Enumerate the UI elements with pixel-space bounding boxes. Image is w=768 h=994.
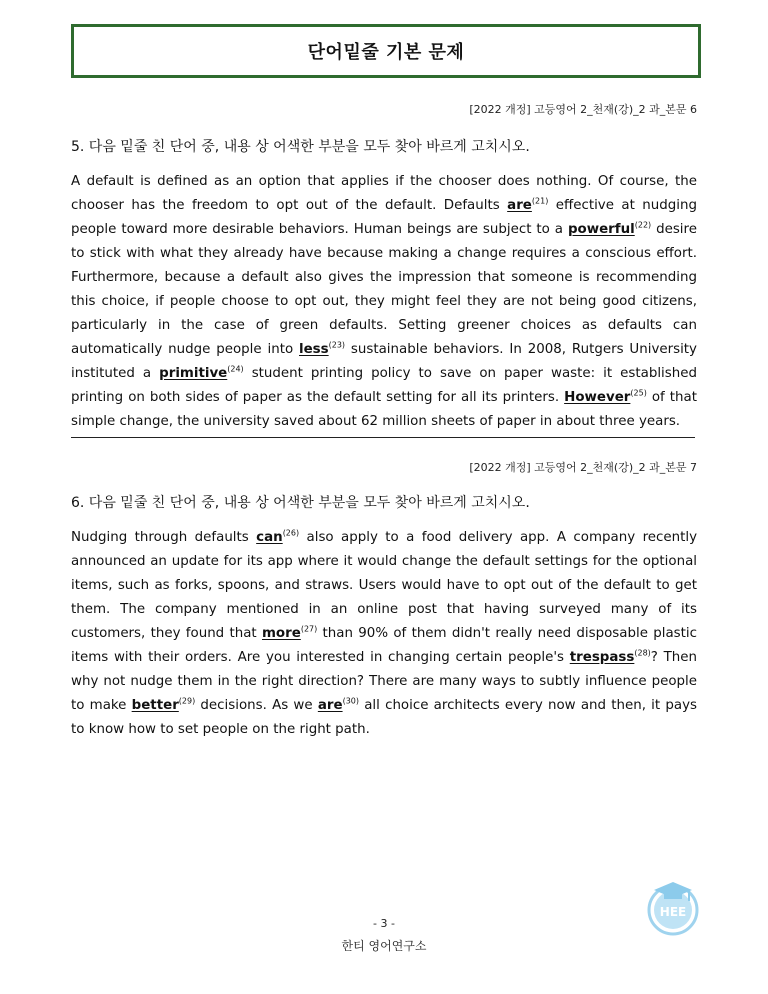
hee-logo-icon bbox=[642, 876, 704, 938]
item-number: (26) bbox=[282, 528, 300, 538]
passage-text: A default is defined as an option that applies if the chooser does nothing. Of course, the chooser has the freedom to opt out of the default. Defaults bbox=[71, 174, 697, 213]
footer-organization: 한티 영어연구소 bbox=[341, 939, 427, 953]
underlined-word: powerful bbox=[567, 222, 635, 237]
passage-text: than 90% of them didn't really need disposable plastic items with their orders. Are you interested in changing certain people's bbox=[71, 626, 697, 665]
passage-2 bbox=[71, 526, 697, 742]
underlined-word: However bbox=[564, 390, 631, 405]
title-box bbox=[71, 24, 701, 78]
page-title: 단어밑줄 기본 문제 bbox=[307, 42, 465, 63]
item-number: (21) bbox=[531, 196, 549, 206]
item-number: (23) bbox=[328, 340, 346, 350]
underlined-word: more bbox=[261, 626, 301, 641]
item-number: (27) bbox=[300, 624, 318, 634]
item-number: (25) bbox=[630, 388, 647, 398]
underlined-word: better bbox=[131, 698, 179, 713]
passage-1 bbox=[71, 170, 697, 434]
passage-text: sustainable behaviors. In 2008, Rutgers University instituted a bbox=[71, 342, 697, 381]
item-number: (28) bbox=[634, 648, 651, 658]
section-divider bbox=[71, 437, 695, 438]
passage-text: of that simple change, the university saved about 62 million sheets of paper in about three years. bbox=[71, 390, 697, 429]
underlined-word: primitive bbox=[159, 366, 228, 381]
page-number: - 3 - bbox=[373, 917, 395, 930]
question-5: 5. 다음 밑줄 친 단어 중, 내용 상 어색한 부분을 모두 찾아 바르게 고치시오. bbox=[71, 139, 530, 155]
underlined-word: are bbox=[317, 698, 343, 713]
underlined-word: trespass bbox=[569, 650, 635, 665]
passage-text: student printing policy to save on paper waste: it established printing on both sides of paper as the default setting for all its printers. bbox=[71, 366, 697, 405]
question-6: 6. 다음 밑줄 친 단어 중, 내용 상 어색한 부분을 모두 찾아 바르게 고치시오. bbox=[71, 495, 530, 511]
passage-text: ? Then why not nudge them in the right direction? There are many ways to subtly influence people to make bbox=[71, 650, 697, 713]
passage-text: also apply to a food delivery app. A company recently announced an update for its app where it would change the default settings for the optional items, such as forks, spoons, and straws. Users would have to opt out of the default to get them. The company mentioned in an online post that having surveyed many of its customers, they found that bbox=[71, 530, 697, 641]
source-label-1: [2022 개정] 고등영어 2_천재(강)_2 과_본문 6 bbox=[469, 103, 697, 116]
source-label-2: [2022 개정] 고등영어 2_천재(강)_2 과_본문 7 bbox=[469, 461, 697, 474]
item-number: (30) bbox=[342, 696, 359, 706]
passage-text: Nudging through defaults bbox=[71, 530, 257, 545]
passage-text: all choice architects every now and then, it pays to know how to set people on the right path. bbox=[71, 698, 697, 737]
item-number: (22) bbox=[634, 220, 652, 230]
item-number: (29) bbox=[178, 696, 196, 706]
underlined-word: less bbox=[299, 342, 329, 357]
passage-text: effective at nudging people toward more desirable behaviors. Human beings are subject to a bbox=[71, 198, 697, 237]
logo-text: HEE bbox=[659, 905, 687, 919]
underlined-word: can bbox=[256, 530, 283, 545]
item-number: (24) bbox=[227, 364, 244, 374]
underlined-word: are bbox=[507, 198, 532, 213]
passage-text: desire to stick with what they already have because making a change requires a conscious effort. Furthermore, because a default also gives the impression that someone is recommending this choice, if people choose to opt out, they might feel they are not being good citizens, particularly in the case of green defaults. Setting greener choices as defaults can automatically nudge people into bbox=[71, 222, 697, 357]
passage-text: decisions. As we bbox=[195, 698, 318, 713]
